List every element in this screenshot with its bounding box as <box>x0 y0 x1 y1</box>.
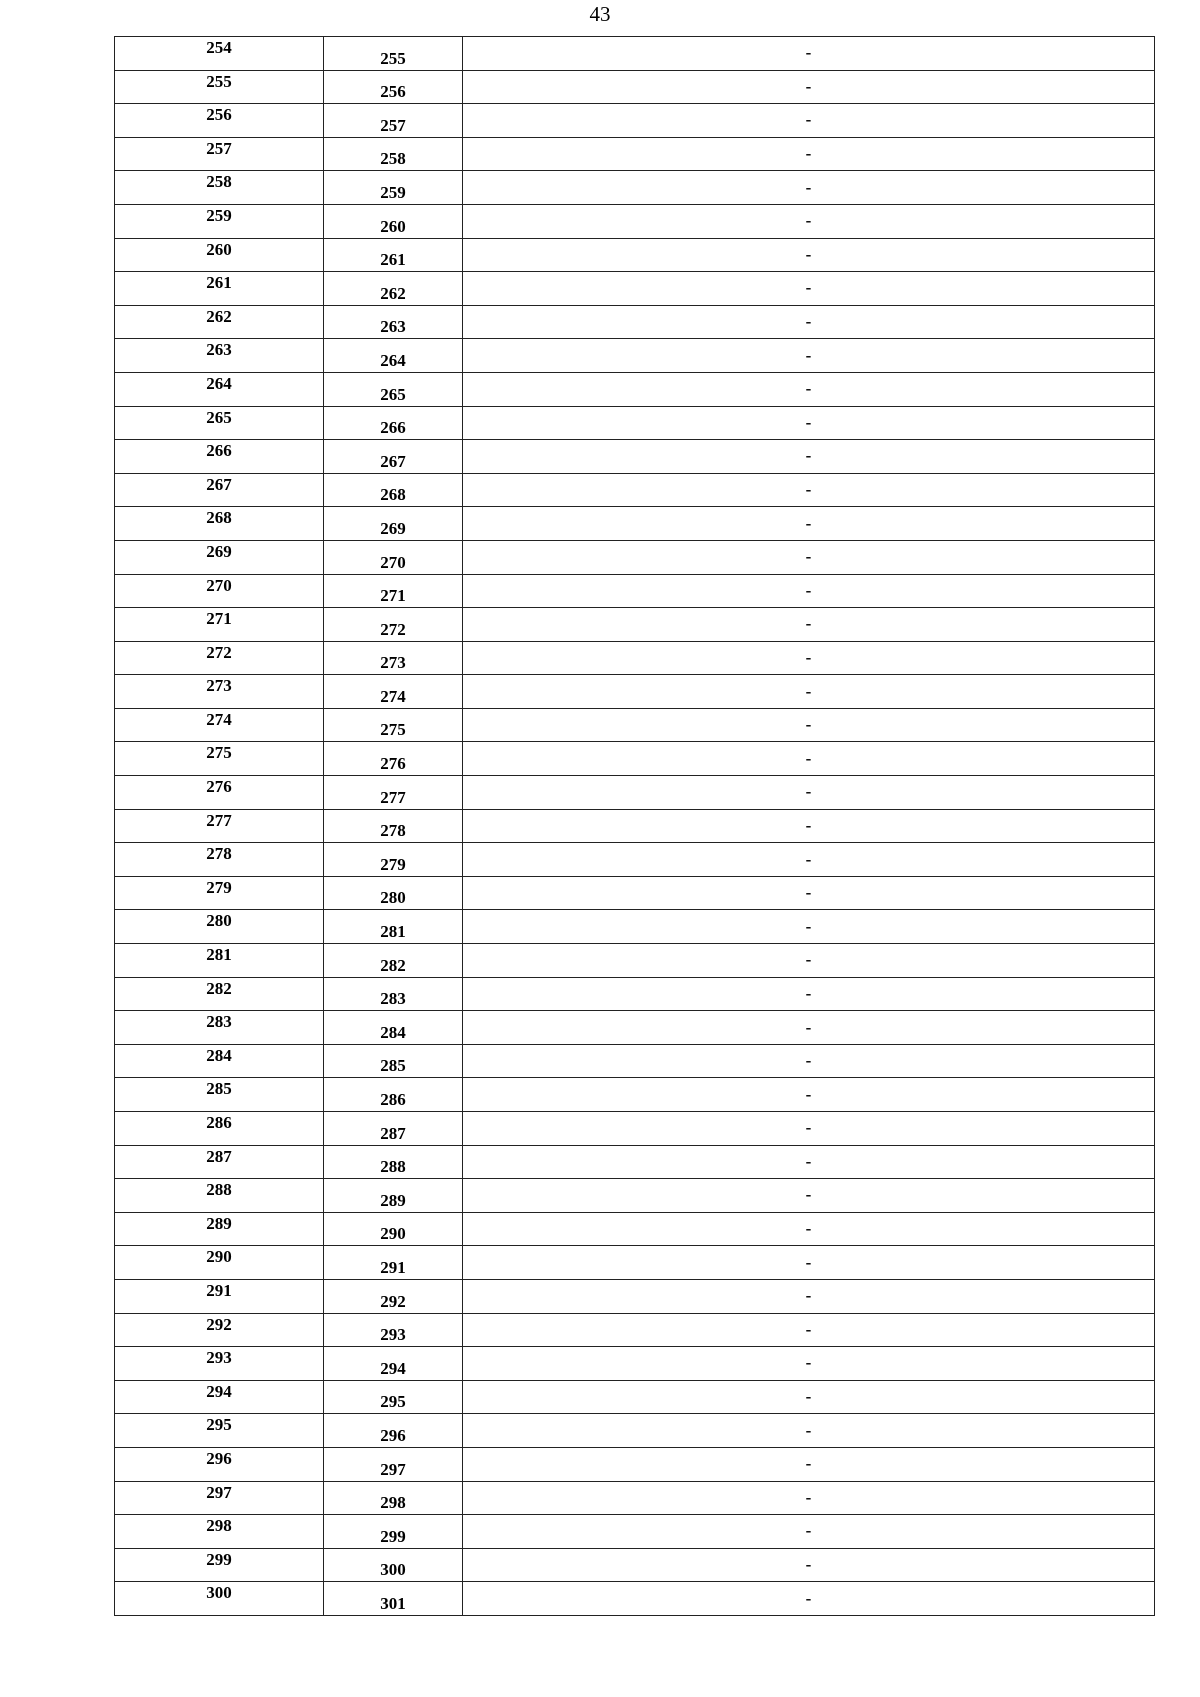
cell-value: - <box>463 440 1155 474</box>
table-row <box>115 406 1155 440</box>
cell-from: 296 <box>115 1447 324 1481</box>
cell-value: - <box>463 843 1155 877</box>
table-row <box>115 608 1155 642</box>
table-row <box>115 70 1155 104</box>
cell-to: 289 <box>324 1179 463 1213</box>
cell-value: - <box>463 1313 1155 1347</box>
cell-value: - <box>463 574 1155 608</box>
cell-to: 255 <box>324 37 463 71</box>
cell-value: - <box>463 473 1155 507</box>
cell-to: 291 <box>324 1246 463 1280</box>
table-row <box>115 372 1155 406</box>
cell-from: 269 <box>115 540 324 574</box>
table-row <box>115 1011 1155 1045</box>
table-row <box>115 238 1155 272</box>
cell-to: 267 <box>324 440 463 474</box>
cell-to: 261 <box>324 238 463 272</box>
cell-from: 263 <box>115 339 324 373</box>
cell-to: 294 <box>324 1347 463 1381</box>
cell-from: 273 <box>115 675 324 709</box>
cell-value: - <box>463 1145 1155 1179</box>
cell-value: - <box>463 339 1155 373</box>
cell-to: 274 <box>324 675 463 709</box>
cell-value: - <box>463 1011 1155 1045</box>
cell-from: 265 <box>115 406 324 440</box>
cell-from: 293 <box>115 1347 324 1381</box>
cell-value: - <box>463 1380 1155 1414</box>
table-row <box>115 305 1155 339</box>
cell-to: 288 <box>324 1145 463 1179</box>
cell-to: 285 <box>324 1044 463 1078</box>
table-row <box>115 339 1155 373</box>
cell-to: 269 <box>324 507 463 541</box>
cell-value: - <box>463 1548 1155 1582</box>
table-row <box>115 1112 1155 1146</box>
cell-to: 295 <box>324 1380 463 1414</box>
cell-to: 268 <box>324 473 463 507</box>
cell-from: 254 <box>115 37 324 71</box>
table-row <box>115 742 1155 776</box>
cell-value: - <box>463 742 1155 776</box>
table-row <box>115 1414 1155 1448</box>
cell-from: 288 <box>115 1179 324 1213</box>
table-row <box>115 1447 1155 1481</box>
cell-to: 282 <box>324 944 463 978</box>
table-row <box>115 876 1155 910</box>
cell-to: 280 <box>324 876 463 910</box>
cell-from: 287 <box>115 1145 324 1179</box>
cell-to: 273 <box>324 641 463 675</box>
cell-from: 271 <box>115 608 324 642</box>
cell-value: - <box>463 1212 1155 1246</box>
table-row <box>115 574 1155 608</box>
table-row <box>115 1548 1155 1582</box>
cell-value: - <box>463 37 1155 71</box>
table-row <box>115 1145 1155 1179</box>
table-row <box>115 1347 1155 1381</box>
table-row <box>115 977 1155 1011</box>
table-row <box>115 1380 1155 1414</box>
cell-to: 270 <box>324 540 463 574</box>
cell-to: 272 <box>324 608 463 642</box>
cell-value: - <box>463 137 1155 171</box>
cell-to: 262 <box>324 272 463 306</box>
cell-to: 278 <box>324 809 463 843</box>
cell-to: 277 <box>324 776 463 810</box>
cell-to: 298 <box>324 1481 463 1515</box>
cell-from: 298 <box>115 1515 324 1549</box>
table-row <box>115 944 1155 978</box>
cell-from: 256 <box>115 104 324 138</box>
table-row <box>115 1179 1155 1213</box>
table-row <box>115 204 1155 238</box>
cell-to: 299 <box>324 1515 463 1549</box>
cell-to: 259 <box>324 171 463 205</box>
cell-value: - <box>463 608 1155 642</box>
cell-to: 283 <box>324 977 463 1011</box>
cell-value: - <box>463 708 1155 742</box>
cell-value: - <box>463 1515 1155 1549</box>
table-row <box>115 137 1155 171</box>
table-body <box>115 37 1155 1616</box>
table-row <box>115 171 1155 205</box>
cell-from: 266 <box>115 440 324 474</box>
cell-value: - <box>463 1246 1155 1280</box>
cell-value: - <box>463 1179 1155 1213</box>
cell-value: - <box>463 1112 1155 1146</box>
cell-from: 294 <box>115 1380 324 1414</box>
table-row <box>115 1515 1155 1549</box>
cell-value: - <box>463 776 1155 810</box>
cell-value: - <box>463 540 1155 574</box>
cell-from: 283 <box>115 1011 324 1045</box>
cell-to: 290 <box>324 1212 463 1246</box>
cell-value: - <box>463 1447 1155 1481</box>
cell-value: - <box>463 910 1155 944</box>
cell-from: 267 <box>115 473 324 507</box>
cell-to: 276 <box>324 742 463 776</box>
table-row <box>115 1246 1155 1280</box>
cell-value: - <box>463 675 1155 709</box>
cell-from: 280 <box>115 910 324 944</box>
cell-to: 301 <box>324 1582 463 1616</box>
cell-value: - <box>463 1414 1155 1448</box>
cell-to: 287 <box>324 1112 463 1146</box>
cell-value: - <box>463 1044 1155 1078</box>
cell-from: 275 <box>115 742 324 776</box>
cell-to: 257 <box>324 104 463 138</box>
cell-value: - <box>463 876 1155 910</box>
cell-to: 275 <box>324 708 463 742</box>
cell-from: 262 <box>115 305 324 339</box>
cell-value: - <box>463 1582 1155 1616</box>
cell-from: 274 <box>115 708 324 742</box>
cell-from: 284 <box>115 1044 324 1078</box>
cell-value: - <box>463 171 1155 205</box>
table-row <box>115 473 1155 507</box>
cell-from: 290 <box>115 1246 324 1280</box>
cell-from: 289 <box>115 1212 324 1246</box>
cell-value: - <box>463 204 1155 238</box>
cell-from: 292 <box>115 1313 324 1347</box>
cell-from: 278 <box>115 843 324 877</box>
cell-from: 259 <box>115 204 324 238</box>
cell-from: 258 <box>115 171 324 205</box>
cell-to: 297 <box>324 1447 463 1481</box>
cell-to: 284 <box>324 1011 463 1045</box>
cell-from: 295 <box>115 1414 324 1448</box>
table-row <box>115 1279 1155 1313</box>
cell-from: 257 <box>115 137 324 171</box>
table-row <box>115 540 1155 574</box>
table-row <box>115 809 1155 843</box>
cell-value: - <box>463 1481 1155 1515</box>
cell-value: - <box>463 977 1155 1011</box>
cell-value: - <box>463 70 1155 104</box>
cell-value: - <box>463 1347 1155 1381</box>
cell-from: 272 <box>115 641 324 675</box>
cell-from: 286 <box>115 1112 324 1146</box>
cell-from: 300 <box>115 1582 324 1616</box>
cell-from: 255 <box>115 70 324 104</box>
cell-to: 293 <box>324 1313 463 1347</box>
table-row <box>115 675 1155 709</box>
cell-to: 258 <box>324 137 463 171</box>
table-row <box>115 1044 1155 1078</box>
cell-to: 286 <box>324 1078 463 1112</box>
cell-from: 282 <box>115 977 324 1011</box>
table-row <box>115 1212 1155 1246</box>
cell-to: 265 <box>324 372 463 406</box>
cell-value: - <box>463 507 1155 541</box>
table-row <box>115 1481 1155 1515</box>
cell-value: - <box>463 944 1155 978</box>
cell-from: 299 <box>115 1548 324 1582</box>
cell-value: - <box>463 238 1155 272</box>
cell-from: 268 <box>115 507 324 541</box>
cell-value: - <box>463 272 1155 306</box>
cell-from: 270 <box>115 574 324 608</box>
cell-to: 279 <box>324 843 463 877</box>
cell-value: - <box>463 809 1155 843</box>
cell-from: 261 <box>115 272 324 306</box>
table-row <box>115 37 1155 71</box>
data-table <box>114 36 1155 1616</box>
table-row <box>115 1313 1155 1347</box>
cell-from: 264 <box>115 372 324 406</box>
table-row <box>115 641 1155 675</box>
cell-to: 271 <box>324 574 463 608</box>
cell-to: 296 <box>324 1414 463 1448</box>
cell-to: 263 <box>324 305 463 339</box>
cell-to: 292 <box>324 1279 463 1313</box>
cell-from: 277 <box>115 809 324 843</box>
table-row <box>115 1582 1155 1616</box>
table-row <box>115 910 1155 944</box>
table-row <box>115 440 1155 474</box>
cell-value: - <box>463 104 1155 138</box>
cell-from: 279 <box>115 876 324 910</box>
cell-value: - <box>463 372 1155 406</box>
cell-to: 300 <box>324 1548 463 1582</box>
cell-to: 256 <box>324 70 463 104</box>
cell-value: - <box>463 641 1155 675</box>
page-number: 43 <box>589 2 611 26</box>
table-row <box>115 272 1155 306</box>
table-row <box>115 507 1155 541</box>
cell-from: 260 <box>115 238 324 272</box>
cell-to: 264 <box>324 339 463 373</box>
table-row <box>115 708 1155 742</box>
cell-from: 276 <box>115 776 324 810</box>
cell-value: - <box>463 1078 1155 1112</box>
cell-from: 291 <box>115 1279 324 1313</box>
cell-value: - <box>463 305 1155 339</box>
cell-value: - <box>463 406 1155 440</box>
table-row <box>115 843 1155 877</box>
cell-from: 297 <box>115 1481 324 1515</box>
cell-value: - <box>463 1279 1155 1313</box>
cell-from: 281 <box>115 944 324 978</box>
table-row <box>115 104 1155 138</box>
cell-to: 281 <box>324 910 463 944</box>
table-row <box>115 1078 1155 1112</box>
cell-to: 266 <box>324 406 463 440</box>
cell-from: 285 <box>115 1078 324 1112</box>
table-row <box>115 776 1155 810</box>
cell-to: 260 <box>324 204 463 238</box>
